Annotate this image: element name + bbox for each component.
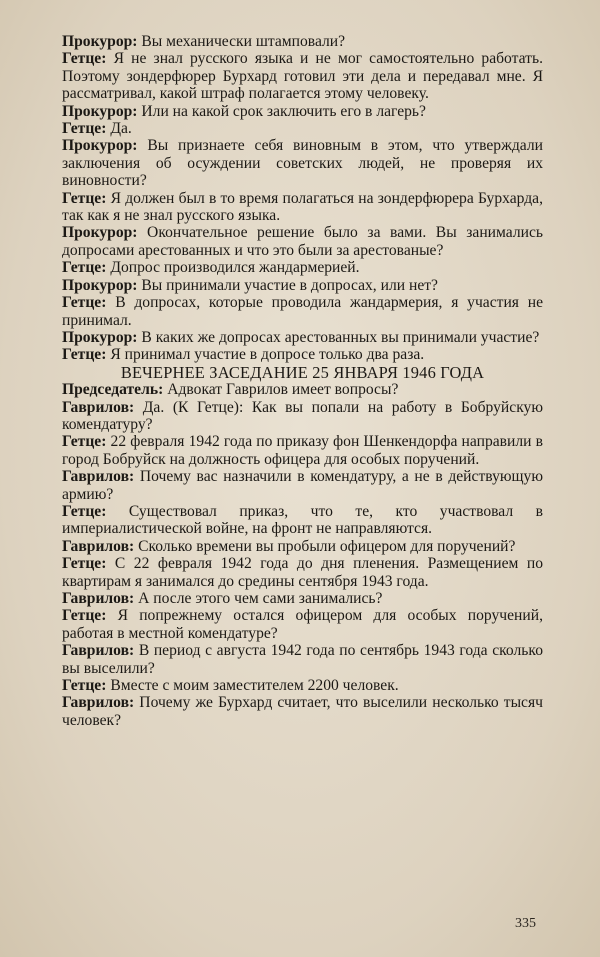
- dialogue-paragraph: [62, 399, 543, 434]
- dialogue-paragraph: [62, 590, 543, 607]
- dialogue-paragraph: [62, 224, 543, 259]
- dialogue-paragraph: [62, 433, 543, 468]
- utterance-text: В каких же допросах арестованных вы принимали участие?: [137, 328, 540, 346]
- utterance-text: В допросах, которые проводила жандармерия, я участия не принимал.: [62, 294, 543, 329]
- dialogue-paragraph: [62, 137, 543, 189]
- speaker-label: Прокурор:: [62, 33, 138, 50]
- utterance-text: Допрос производился жандармерией.: [106, 259, 360, 277]
- speaker-label: Прокурор:: [62, 276, 138, 294]
- dialogue-before: [62, 33, 543, 364]
- dialogue-paragraph: [62, 607, 543, 642]
- speaker-label: Гетце:: [62, 433, 107, 451]
- speaker-label: Гетце:: [62, 259, 107, 277]
- dialogue-paragraph: [62, 468, 543, 503]
- speaker-label: Гетце:: [62, 677, 107, 695]
- dialogue-paragraph: [62, 120, 543, 137]
- utterance-text: Да. (К Гетце): Как вы попали на работу в Бобруйскую комендатуру?: [62, 398, 543, 433]
- utterance-text: Адвокат Гаврилов имеет вопросы?: [163, 381, 399, 399]
- page-text: [62, 33, 543, 729]
- speaker-label: Прокурор:: [62, 137, 138, 155]
- speaker-label: Гаврилов:: [62, 398, 135, 416]
- speaker-label: Прокурор:: [62, 328, 138, 346]
- utterance-text: Я попрежнему остался офицером для особых поручений, работая в местной комендатуре?: [62, 607, 543, 642]
- utterance-text: 22 февраля 1942 года по приказу фон Шенкендорфа направили в город Бобруйск на должность офицера для особых поручений.: [62, 433, 543, 468]
- utterance-text: Вы механически штамповали?: [137, 33, 346, 50]
- utterance-text: Окончательное решение было за вами. Вы занимались допросами арестованных и что это были за арестованые?: [62, 224, 543, 259]
- dialogue-paragraph: [62, 294, 543, 329]
- dialogue-paragraph: [62, 677, 543, 694]
- speaker-label: Гаврилов:: [62, 694, 135, 712]
- utterance-text: Существовал приказ, что те, кто участвовал в империалистической войне, на фронт не направляются.: [62, 502, 543, 538]
- dialogue-after: [62, 381, 543, 729]
- utterance-text: В период с августа 1942 года по сентябрь 1943 года сколько вы выселили?: [62, 642, 543, 677]
- dialogue-paragraph: [62, 33, 543, 50]
- speaker-label: Гаврилов:: [62, 537, 135, 555]
- dialogue-paragraph: [62, 50, 543, 102]
- utterance-text: Или на какой срок заключить его в лагерь?: [137, 102, 426, 120]
- utterance-text: Да.: [106, 120, 132, 138]
- dialogue-paragraph: [62, 346, 543, 363]
- utterance-text: А после этого чем сами занимались?: [134, 590, 383, 607]
- dialogue-paragraph: [62, 503, 543, 538]
- utterance-text: Я не знал русского языка и не мог самостоятельно работать. Поэтому зондерфюрер Бурхард готовил эти дела и передавал мне. Я рассматривал, какой штраф полагается этому человеку.: [62, 50, 543, 103]
- dialogue-paragraph: [62, 381, 543, 398]
- utterance-text: Сколько времени вы пробыли офицером для поручений?: [134, 537, 516, 555]
- speaker-label: Гетце:: [62, 502, 107, 520]
- speaker-label: Гаврилов:: [62, 642, 135, 660]
- utterance-text: Вместе с моим заместителем 2200 человек.: [106, 677, 399, 695]
- utterance-text: Я принимал участие в допросе только два раза.: [106, 346, 425, 364]
- speaker-label: Гаврилов:: [62, 590, 135, 607]
- speaker-label: Председатель:: [62, 381, 164, 399]
- dialogue-paragraph: [62, 103, 543, 120]
- speaker-label: Прокурор:: [62, 224, 138, 242]
- speaker-label: Гетце:: [62, 607, 107, 625]
- page-number: 335: [515, 916, 536, 931]
- dialogue-paragraph: [62, 190, 543, 225]
- dialogue-paragraph: [62, 642, 543, 677]
- dialogue-paragraph: [62, 277, 543, 294]
- dialogue-paragraph: [62, 538, 543, 555]
- speaker-label: Гетце:: [62, 346, 107, 364]
- utterance-text: Почему вас назначили в комендатуру, а не в действующую армию?: [62, 468, 543, 503]
- utterance-text: Вы принимали участие в допросах, или нет?: [137, 276, 438, 294]
- speaker-label: Гаврилов:: [62, 468, 135, 486]
- speaker-label: Гетце:: [62, 189, 107, 207]
- dialogue-paragraph: [62, 555, 543, 590]
- utterance-text: Вы признаете себя виновным в этом, что утверждали заключения об осуждении советских людей, не проверяя их виновности?: [62, 137, 543, 190]
- utterance-text: С 22 февраля 1942 года до дня пленения. Размещением по квартирам я занимался до средины сентября 1943 года.: [62, 555, 543, 590]
- utterance-text: Почему же Бурхард считает, что выселили несколько тысяч человек?: [62, 694, 543, 729]
- dialogue-paragraph: [62, 694, 543, 729]
- speaker-label: Прокурор:: [62, 102, 138, 120]
- session-heading: ВЕЧЕРНЕЕ ЗАСЕДАНИЕ 25 ЯНВАРЯ 1946 ГОДА: [120, 362, 485, 382]
- utterance-text: Я должен был в то время полагаться на зондерфюрера Бурхарда, так как я не знал русского языка.: [62, 189, 543, 225]
- speaker-label: Гетце:: [62, 294, 107, 312]
- dialogue-paragraph: [62, 329, 543, 346]
- speaker-label: Гетце:: [62, 50, 107, 68]
- dialogue-paragraph: [62, 259, 543, 276]
- speaker-label: Гетце:: [62, 120, 107, 138]
- speaker-label: Гетце:: [62, 555, 107, 573]
